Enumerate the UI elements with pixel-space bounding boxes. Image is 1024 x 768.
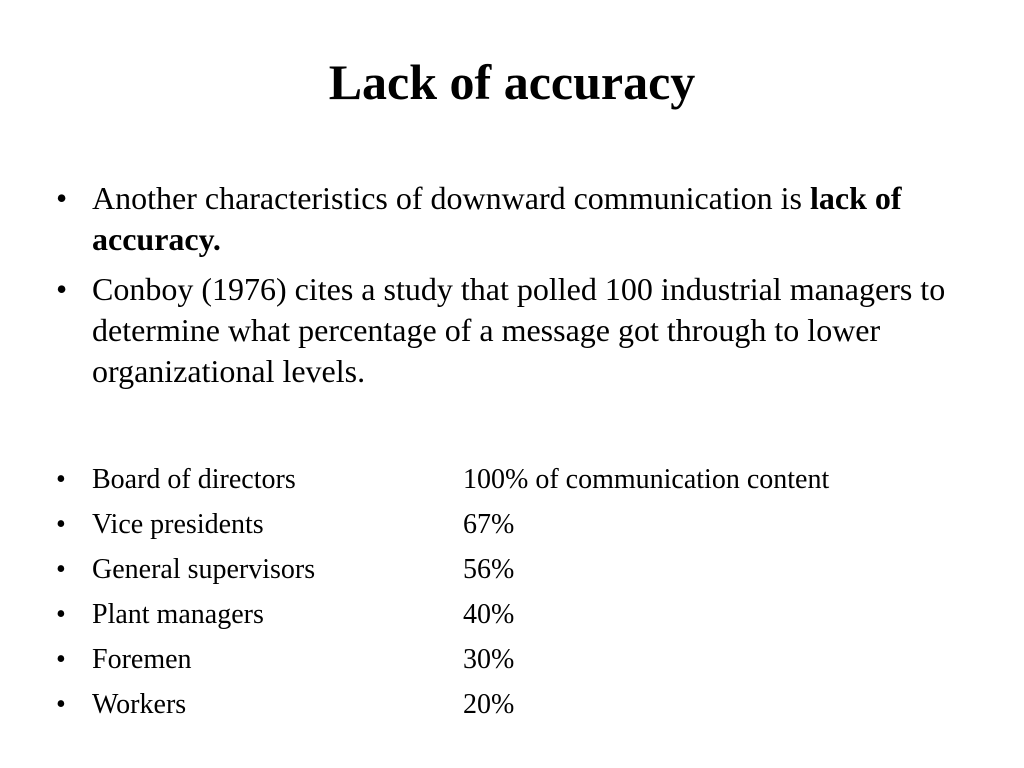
level-percent: 30% <box>463 644 515 675</box>
bullet-dot-icon: • <box>56 180 68 216</box>
bullet-text: Another characteristics of downward communication is <box>92 180 810 216</box>
bullet-emphasis: lack of accuracy. <box>92 180 902 257</box>
main-bullet-list <box>50 178 990 401</box>
level-row-plant-managers <box>50 595 990 640</box>
bullet-item <box>50 269 990 392</box>
level-percent: 100% of communication content <box>463 464 830 495</box>
level-row-board-of-directors <box>50 460 990 505</box>
level-percent: 20% <box>463 689 515 720</box>
level-percent: 67% <box>463 509 515 540</box>
level-name: Vice presidents <box>92 509 264 540</box>
level-row-foremen <box>50 640 990 685</box>
bullet-dot-icon: • <box>56 554 66 585</box>
level-name: Workers <box>92 689 187 720</box>
level-name: Plant managers <box>92 599 264 630</box>
bullet-dot-icon: • <box>56 689 66 720</box>
level-percent: 56% <box>463 554 515 585</box>
level-row-vice-presidents <box>50 505 990 550</box>
level-name: Board of directors <box>92 464 296 495</box>
slide-title: Lack of accuracy <box>328 54 696 110</box>
bullet-dot-icon: • <box>56 599 66 630</box>
organizational-levels-list <box>50 460 990 730</box>
level-name: General supervisors <box>92 554 316 585</box>
bullet-dot-icon: • <box>56 644 66 675</box>
bullet-text: Conboy (1976) cites a study that polled 100 industrial managers to determine what percentage of a message got through to lower organizational levels. <box>92 271 946 389</box>
level-percent: 40% <box>463 599 515 630</box>
level-name: Foremen <box>92 644 192 675</box>
bullet-dot-icon: • <box>56 464 66 495</box>
level-row-workers <box>50 685 990 730</box>
bullet-item <box>50 178 990 260</box>
bullet-dot-icon: • <box>56 271 68 307</box>
level-row-general-supervisors <box>50 550 990 595</box>
bullet-dot-icon: • <box>56 509 66 540</box>
